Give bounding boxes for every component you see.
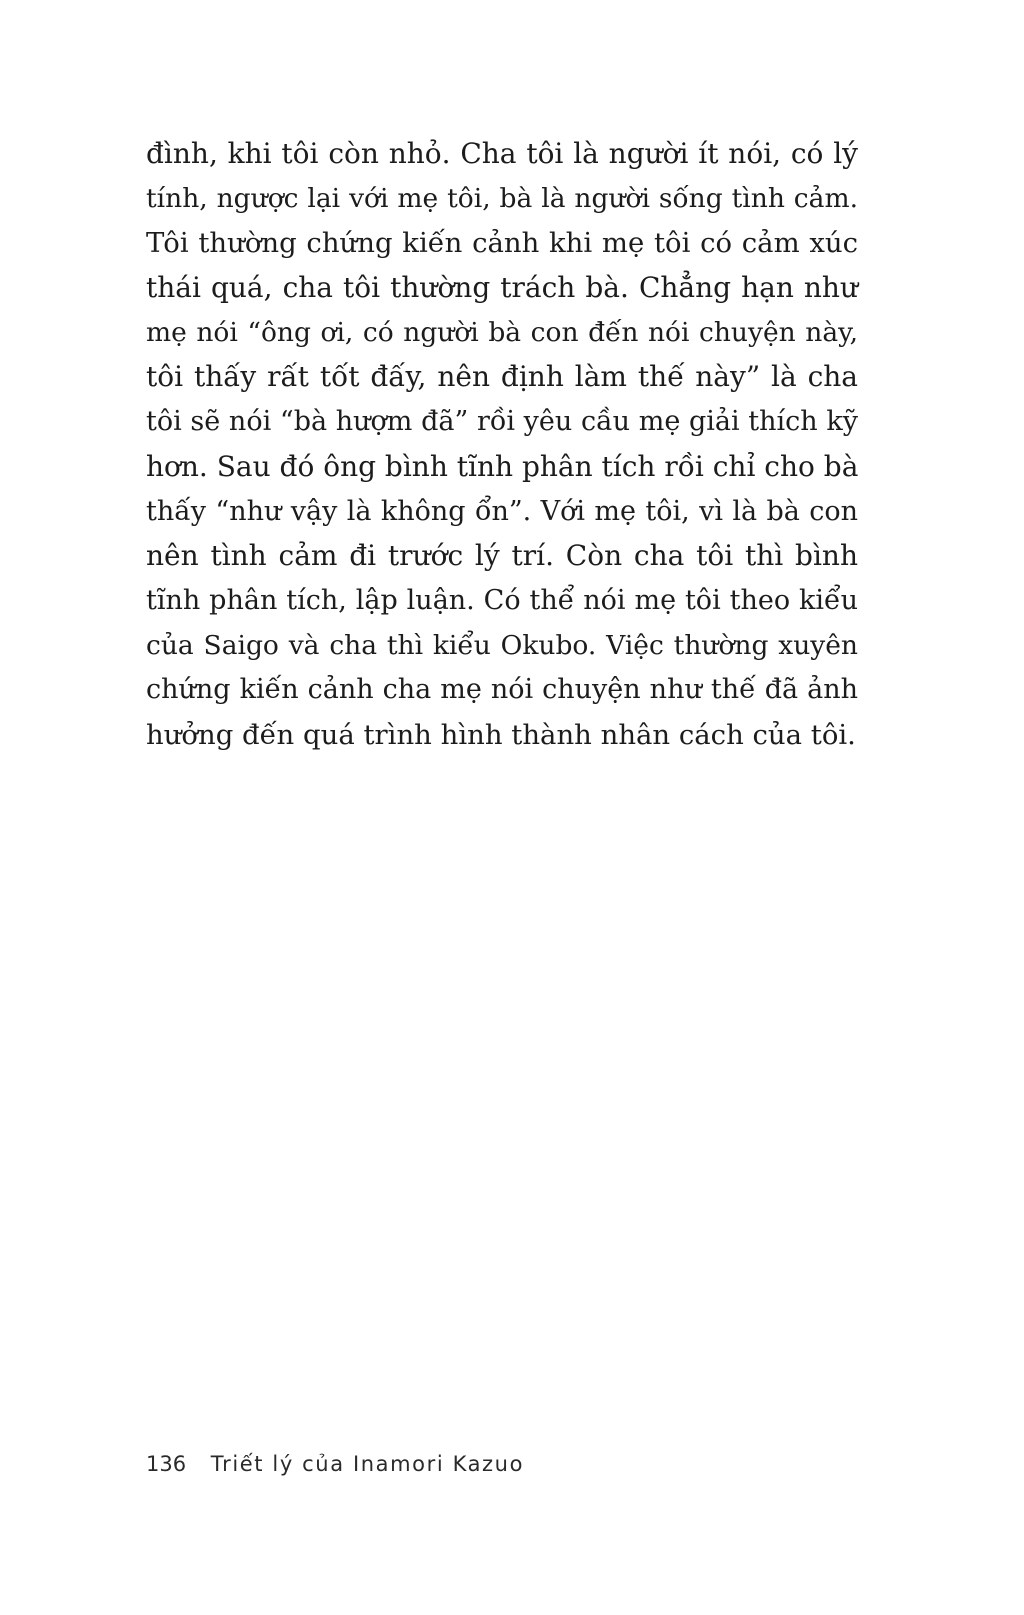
text-line: hưởng đến quá trình hình thành nhân cách của tôi. bbox=[146, 718, 856, 751]
text-line: thái quá, cha tôi thường trách bà. Chẳng hạn như bbox=[146, 271, 858, 305]
text-line: đình, khi tôi còn nhỏ. Cha tôi là người ít nói, có lý bbox=[146, 137, 858, 170]
text-line: của Saigo và cha thì kiểu Okubo. Việc thường xuyên bbox=[146, 629, 858, 661]
text-line: nên tình cảm đi trước lý trí. Còn cha tôi thì bình bbox=[146, 539, 858, 573]
text-line: tĩnh phân tích, lập luận. Có thể nói mẹ tôi theo kiểu bbox=[146, 584, 858, 616]
text-line: tôi thấy rất tốt đấy, nên định làm thế này” là cha bbox=[146, 360, 858, 394]
text-line: tính, ngược lại với mẹ tôi, bà là người sống tình cảm. bbox=[146, 182, 858, 214]
text-line: Tôi thường chứng kiến cảnh khi mẹ tôi có cảm xúc bbox=[146, 227, 858, 260]
page-number: 136 bbox=[146, 1452, 187, 1476]
body-paragraph bbox=[146, 132, 858, 758]
page-footer bbox=[146, 1448, 524, 1480]
text-line: hơn. Sau đó ông bình tĩnh phân tích rồi chỉ cho bà bbox=[146, 449, 859, 483]
text-line: mẹ nói “ông ơi, có người bà con đến nói chuyện này, bbox=[146, 316, 858, 348]
text-line: chứng kiến cảnh cha mẹ nói chuyện như thế đã ảnh bbox=[146, 674, 858, 706]
text-line: tôi sẽ nói “bà hượm đã” rồi yêu cầu mẹ giải thích kỹ bbox=[146, 406, 858, 438]
text-line: thấy “như vậy là không ổn”. Với mẹ tôi, vì là bà con bbox=[146, 495, 858, 527]
running-title: Triết lý của Inamori Kazuo bbox=[210, 1452, 525, 1476]
